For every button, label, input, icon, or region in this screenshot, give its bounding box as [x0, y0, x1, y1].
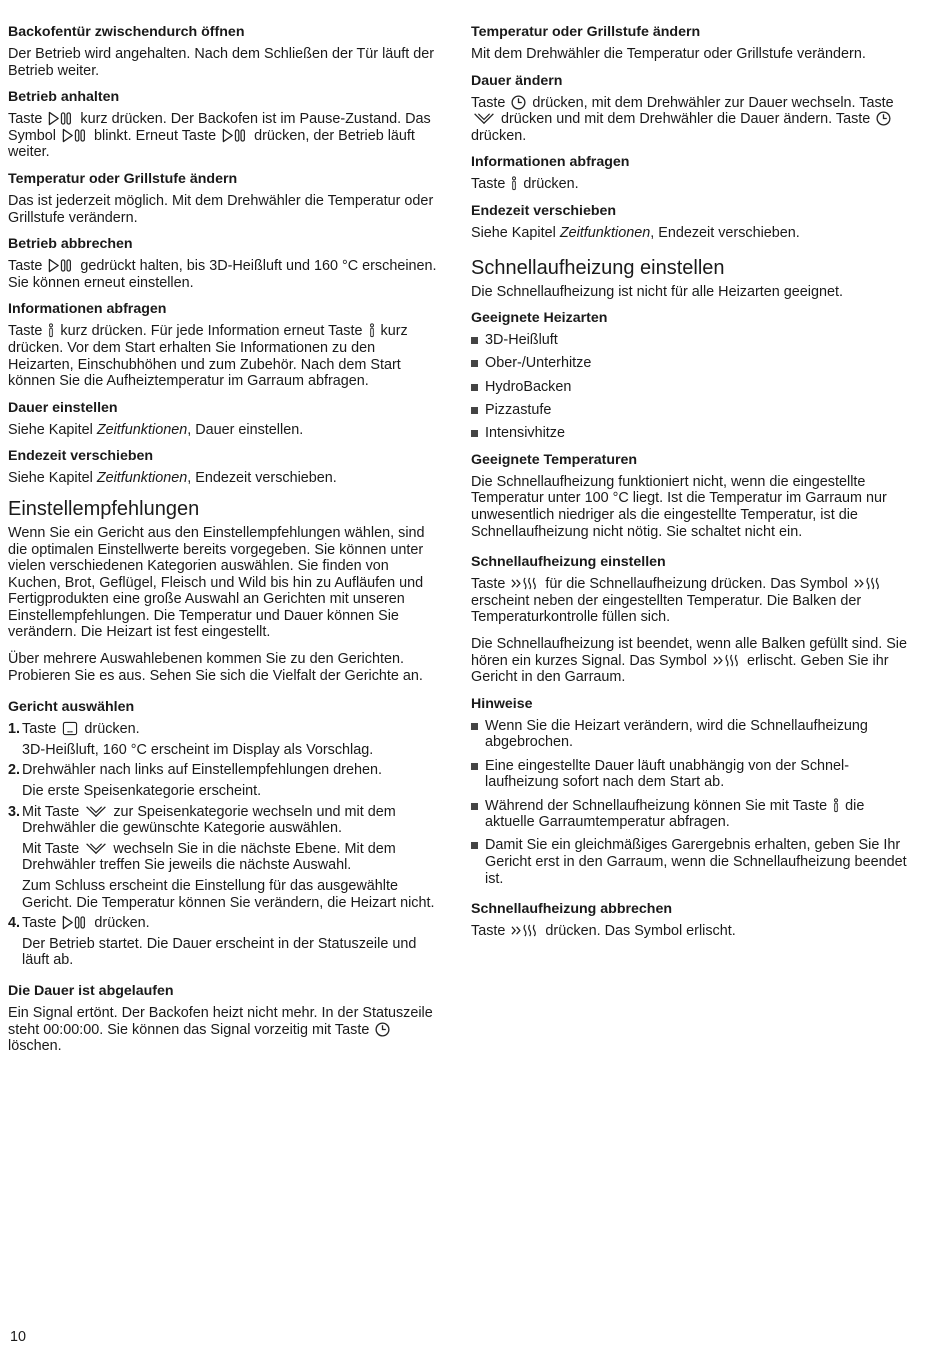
heading-recommendations: Einstellempfehlungen [8, 497, 200, 520]
section-notes [471, 696, 911, 887]
steps-list [8, 721, 442, 969]
text-fragment: drücken, der Betrieb läuft weiter. [8, 127, 415, 161]
text-fragment: drücken, mit dem Drehwähler zur Dauer wechseln. Taste [532, 94, 894, 111]
heading-heating-modes: Geeignete Heizarten [471, 310, 608, 327]
text-fragment: drücken. [471, 127, 527, 144]
text-fragment: drücken. Das Symbol erlischt. [545, 923, 736, 940]
section-temperature [8, 171, 442, 226]
text-duration-elapsed [8, 1005, 442, 1055]
text-temperature-change: Mit dem Drehwähler die Temperatur oder Grillstufe verändern. [471, 46, 866, 62]
rapid-heat-icon [511, 923, 539, 938]
start-stop-icon [48, 111, 74, 126]
text-fragment: Taste [22, 915, 57, 932]
list-item: Pizzastufe [471, 402, 911, 419]
page-number: 10 [10, 1329, 27, 1345]
heading-duration-elapsed: Die Dauer ist abgelaufen [8, 982, 174, 999]
clock-icon [876, 111, 891, 126]
section-cancel [8, 236, 442, 291]
section-rapid-heat [471, 256, 911, 301]
text-fragment: die aktuelle Garraumtemperatur abfragen. [485, 797, 865, 831]
text-fragment: Taste [471, 923, 506, 940]
section-rapid-heat-set [471, 554, 911, 686]
text-info [8, 323, 442, 389]
info-icon [833, 798, 839, 813]
text-fragment: Taste [471, 576, 506, 593]
text-recommendations-2: Über mehrere Auswahlebenen kommen Sie zu den Gerichten. Probieren Sie es aus. Sehen Sie sich die Vielfalt der Gerichte an. [8, 651, 423, 684]
heading-endtime-right: Endezeit verschieben [471, 202, 617, 219]
text-fragment: drücken und mit dem Drehwähler die Dauer ändern. Taste [501, 111, 871, 128]
heading-rapid-heat-cancel: Schnellaufheizung abbrechen [471, 901, 673, 918]
start-stop-icon [48, 258, 74, 273]
section-temperatures [471, 452, 911, 540]
chapter-reference: Zeitfunktionen [96, 421, 188, 438]
text-endtime [8, 470, 442, 487]
section-info-right [471, 154, 911, 193]
right-column [471, 24, 911, 950]
text-fragment: Taste [8, 258, 43, 275]
text-temperatures: Die Schnellaufheizung funktioniert nicht, wenn die eingestellte Temperatur unter 100 °C liegt. Ist die Temperatur im Garraum nur unwesentlich niedriger als die eingestellte Temperatur, ist die Schnellaufheizung nicht nötig. Sie schaltet nicht ein. [471, 473, 887, 540]
list-item: Ober-/Unterhitze [471, 355, 911, 372]
text-fragment: löschen. [8, 1038, 62, 1055]
section-duration-change [471, 73, 911, 145]
heading-duration-change: Dauer ändern [471, 72, 563, 89]
step-result: Die erste Speisenkategorie erscheint. [22, 783, 262, 800]
section-duration-elapsed [8, 983, 442, 1055]
heading-temperatures: Geeignete Temperaturen [471, 451, 638, 468]
info-icon [369, 323, 375, 338]
heading-duration: Dauer einstellen [8, 399, 118, 416]
step-2 [8, 762, 442, 799]
heading-temperature: Temperatur oder Grillstufe ändern [8, 170, 238, 187]
list-item: Intensivhitze [471, 425, 911, 442]
notes-list [471, 718, 911, 887]
step-result: Zum Schluss erscheint die Einstellung für das ausgewählte Gericht. Die Temperatur können Sie verändern, die Heizart nicht. [22, 878, 435, 911]
text-rapid-heat-done [471, 636, 911, 686]
text-endtime-right [471, 225, 911, 242]
text-fragment: drücken. [84, 721, 140, 738]
step-number: 2. [8, 762, 21, 779]
text-fragment: Siehe Kapitel [8, 421, 97, 438]
heading-door-open: Backofentür zwischendurch öffnen [8, 24, 245, 40]
step-result: Der Betrieb startet. Die Dauer erscheint in der Statuszeile und läuft ab. [22, 935, 417, 969]
section-select-dish [8, 699, 442, 969]
chapter-reference: Zeitfunktionen [96, 470, 188, 487]
text-fragment: drücken. [94, 915, 150, 932]
text-fragment: Siehe Kapitel [8, 470, 97, 487]
text-pause [8, 111, 442, 161]
section-temperature-change [471, 24, 911, 63]
text-fragment: Taste [471, 176, 506, 193]
heating-modes-list [471, 332, 911, 442]
clock-icon [375, 1022, 390, 1037]
step-number: 3. [8, 803, 21, 820]
text-fragment: erscheint neben der eingestellten Temperatur. Die Balken der Temperaturkontrolle füllen sich. [471, 592, 862, 626]
text-fragment: Taste [8, 323, 43, 340]
text-fragment: wechseln Sie in die nächste Ebene. Mit dem Drehwähler treffen Sie jeweils die nächste Auswahl. [22, 840, 396, 874]
text-fragment: für die Schnellaufheizung drücken. Das Symbol [545, 576, 848, 593]
start-stop-icon [222, 128, 248, 143]
text-fragment: kurz drücken. Vor dem Start erhalten Sie Informationen zu den Heizarten, Einschubhöhen und zum Zubehör. Nach dem Start können Sie die Aufheiztemperatur im Garraum abfragen. [8, 323, 408, 390]
text-fragment: Taste [22, 721, 57, 738]
text-rapid-heat: Die Schnellaufheizung ist nicht für alle Heizarten geeignet. [471, 283, 843, 300]
list-item: Eine eingestellte Dauer läuft unabhängig von der Schnellaufheizung sofort nach dem Start ab. [471, 758, 911, 791]
step-result [22, 841, 442, 874]
text-fragment: Mit Taste [22, 840, 80, 857]
heading-info-right: Informationen abfragen [471, 154, 630, 171]
heading-pause: Betrieb anhalten [8, 89, 120, 106]
section-endtime-right [471, 203, 911, 242]
section-heating-modes [471, 310, 911, 442]
text-rapid-heat-set [471, 576, 911, 626]
heading-temperature-change: Temperatur oder Grillstufe ändern [471, 24, 701, 40]
section-pause [8, 89, 442, 161]
info-icon [48, 323, 54, 338]
chevron-down-icon [85, 841, 107, 856]
text-fragment: Taste [471, 94, 506, 111]
rapid-heat-icon [511, 576, 539, 591]
step-number: 4. [8, 915, 21, 932]
text-fragment: Während der Schnellaufheizung können Sie mit Taste [485, 797, 828, 814]
clock-icon [511, 95, 526, 110]
list-item [471, 798, 911, 831]
heading-cancel: Betrieb abbrechen [8, 236, 133, 253]
step-number: 1. [8, 721, 21, 738]
text-fragment: kurz drücken. Für jede Information erneut Taste [60, 323, 363, 340]
text-fragment: Taste [8, 111, 43, 128]
list-item: Wenn Sie die Heizart verändern, wird die Schnellaufheizung abgebrochen. [471, 718, 911, 751]
list-item: 3D-Heißluft [471, 332, 911, 349]
text-fragment: blinkt. Erneut Taste [94, 127, 217, 144]
chapter-reference: Zeitfunktionen [559, 224, 651, 241]
section-door-open [8, 24, 442, 79]
text-door-open: Der Betrieb wird angehalten. Nach dem Schließen der Tür läuft der Betrieb weiter. [8, 46, 435, 79]
text-fragment: kurz drücken. Der Backofen ist im Pause-Zustand. Das Symbol [8, 111, 431, 144]
heading-endtime: Endezeit verschieben [8, 448, 154, 465]
section-duration [8, 400, 442, 439]
text-fragment: Siehe Kapitel [471, 224, 560, 241]
menu-icon [62, 721, 78, 736]
section-recommendations [8, 497, 442, 684]
text-fragment: Drehwähler nach links auf Einstellempfehlungen drehen. [22, 762, 382, 779]
section-info [8, 301, 442, 389]
text-fragment: gedrückt halten, bis 3D-Heißluft und 160 °C erscheinen. Sie können erneut einstellen. [8, 258, 437, 291]
text-duration [8, 422, 442, 439]
text-fragment: , Dauer einstellen. [187, 421, 304, 438]
chevron-down-icon [473, 111, 495, 126]
heading-notes: Hinweise [471, 695, 533, 712]
text-fragment: , Endezeit verschieben. [187, 470, 337, 487]
text-fragment: , Endezeit verschieben. [650, 224, 800, 241]
text-fragment: Mit Taste [22, 803, 80, 820]
text-fragment: zur Speisenkategorie wechseln und mit dem Drehwähler die gewünschte Kategorie auswählen. [22, 803, 396, 837]
section-rapid-heat-cancel [471, 901, 911, 940]
heading-select-dish: Gericht auswählen [8, 699, 135, 716]
text-cancel [8, 258, 442, 291]
text-info-right [471, 176, 911, 193]
step-1 [8, 721, 442, 758]
info-icon [511, 176, 517, 191]
left-column [8, 24, 442, 1065]
text-fragment: Ein Signal ertönt. Der Backofen heizt nicht mehr. In der Statuszeile steht 00:00:00. Sie können das Signal vorzeitig mit Taste [8, 1004, 433, 1038]
step-4 [8, 915, 442, 969]
rapid-heat-icon [854, 576, 882, 591]
text-rapid-heat-cancel [471, 923, 911, 940]
heading-info: Informationen abfragen [8, 301, 167, 318]
heading-rapid-heat-set: Schnellaufheizung einstellen [471, 554, 666, 571]
text-temperature: Das ist jederzeit möglich. Mit dem Drehwähler die Temperatur oder Grillstufe verändern. [8, 192, 434, 226]
chevron-down-icon [85, 804, 107, 819]
rapid-heat-icon [713, 653, 741, 668]
text-fragment: erlischt. Geben Sie ihr Gericht in den Garraum. [471, 652, 889, 686]
heading-rapid-heat: Schnellaufheizung einstellen [471, 256, 725, 279]
section-endtime [8, 448, 442, 487]
step-result: 3D-Heißluft, 160 °C erscheint im Display als Vorschlag. [22, 741, 374, 758]
text-fragment: drücken. [523, 176, 579, 193]
text-duration-change [471, 95, 911, 145]
text-recommendations-1: Wenn Sie ein Gericht aus den Einstellempfehlungen wählen, sind die optimalen Einstellwerte bereits vorgegeben. Sie können unter vielen verschiedenen Kategorien auswählen. Sie finden von Kuchen, Brot, Geflügel, Fleisch und Wild bis hin zu Aufläufen und Fertigprodukten eine große Auswahl an Gerichten mit unseren Einstellempfehlungen. Die Temperatur und Dauer können Sie verändern. Die Heizart ist fest eingestellt. [8, 524, 425, 641]
step-3 [8, 804, 442, 912]
text-fragment: Die Schnellaufheizung ist beendet, wenn alle Balken gefüllt sind. Sie hören ein kurzes Signal. Das Symbol [471, 636, 907, 669]
list-item: HydroBacken [471, 379, 911, 396]
list-item: Damit Sie ein gleichmäßiges Garergebnis erhalten, geben Sie Ihr Gericht erst in den Garraum, wenn die Schnellaufheizung beendet ist. [471, 837, 911, 887]
start-stop-icon [62, 915, 88, 930]
start-stop-icon [62, 128, 88, 143]
